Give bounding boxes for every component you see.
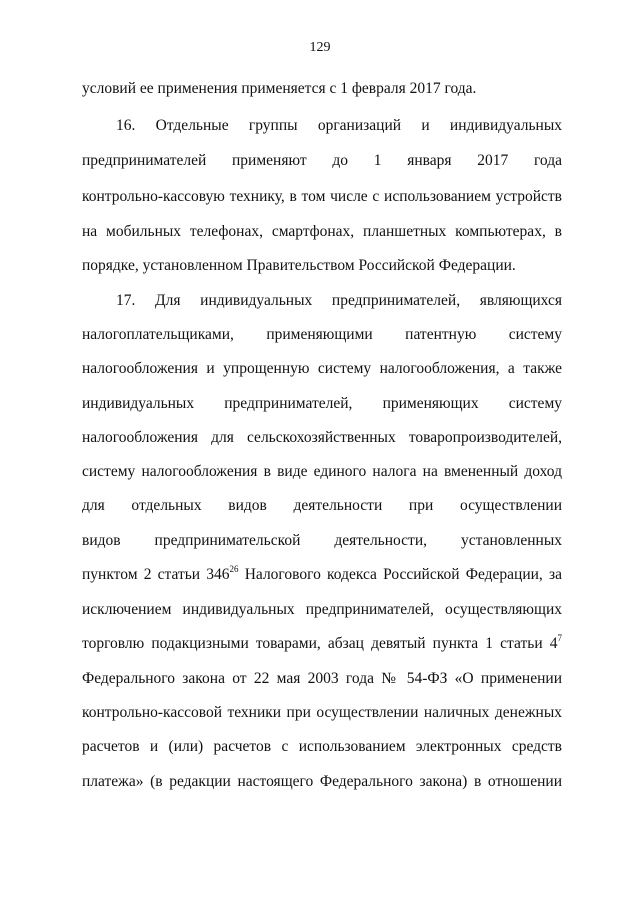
paragraph-17-first-line: 17. Для индивидуальных предпринимателей, являющихся — [116, 292, 562, 309]
text-line: исключением индивидуальных предпринимателей, осуществляющих — [82, 601, 562, 618]
text-line: условий ее применения применяется с 1 февраля 2017 года. — [82, 80, 477, 97]
text-line: порядке, установленном Правительством Российской Федерации. — [82, 257, 516, 274]
superscript: 26 — [229, 563, 239, 574]
text-fragment: Налогового кодекса Российской Федерации, за — [238, 566, 562, 583]
page-number: 129 — [309, 40, 331, 55]
text-line: налогообложения и упрощенную систему налогообложения, а также — [82, 360, 562, 377]
text-line: видов предпринимательской деятельности, установленных — [82, 532, 562, 549]
text-line: для отдельных видов деятельности при осуществлении — [82, 497, 562, 514]
text-fragment: пунктом 2 статьи 346 — [82, 566, 230, 583]
text-line: на мобильных телефонах, смартфонах, планшетных компьютерах, в — [82, 223, 562, 240]
text-line: предпринимателей применяют до 1 января 2017 года — [82, 152, 562, 169]
text-line: Федерального закона от 22 мая 2003 года № 54-ФЗ «О применении — [82, 670, 562, 687]
text-line: налогообложения для сельскохозяйственных товаропроизводителей, — [82, 429, 562, 446]
text-line: налогоплательщиками, применяющими патентную систему — [82, 326, 562, 343]
text-line: расчетов и (или) расчетов с использованием электронных средств — [82, 738, 562, 755]
text-fragment: торговлю подакцизными товарами, абзац девятый пункта 1 статьи 4 — [82, 635, 558, 652]
text-line-with-superscript — [82, 565, 562, 585]
text-line: контрольно-кассовую технику, в том числе с использованием устройств — [82, 188, 562, 205]
text-line-with-superscript — [82, 634, 562, 654]
text-line: индивидуальных предпринимателей, применяющих систему — [82, 395, 562, 412]
text-line: систему налогообложения в виде единого налога на вмененный доход — [82, 463, 562, 480]
paragraph-16-first-line: 16. Отдельные группы организаций и индивидуальных — [116, 117, 562, 134]
text-line: контрольно-кассовой техники при осуществлении наличных денежных — [82, 704, 562, 721]
text-line: платежа» (в редакции настоящего Федерального закона) в отношении — [82, 773, 562, 790]
superscript: 7 — [557, 632, 562, 643]
